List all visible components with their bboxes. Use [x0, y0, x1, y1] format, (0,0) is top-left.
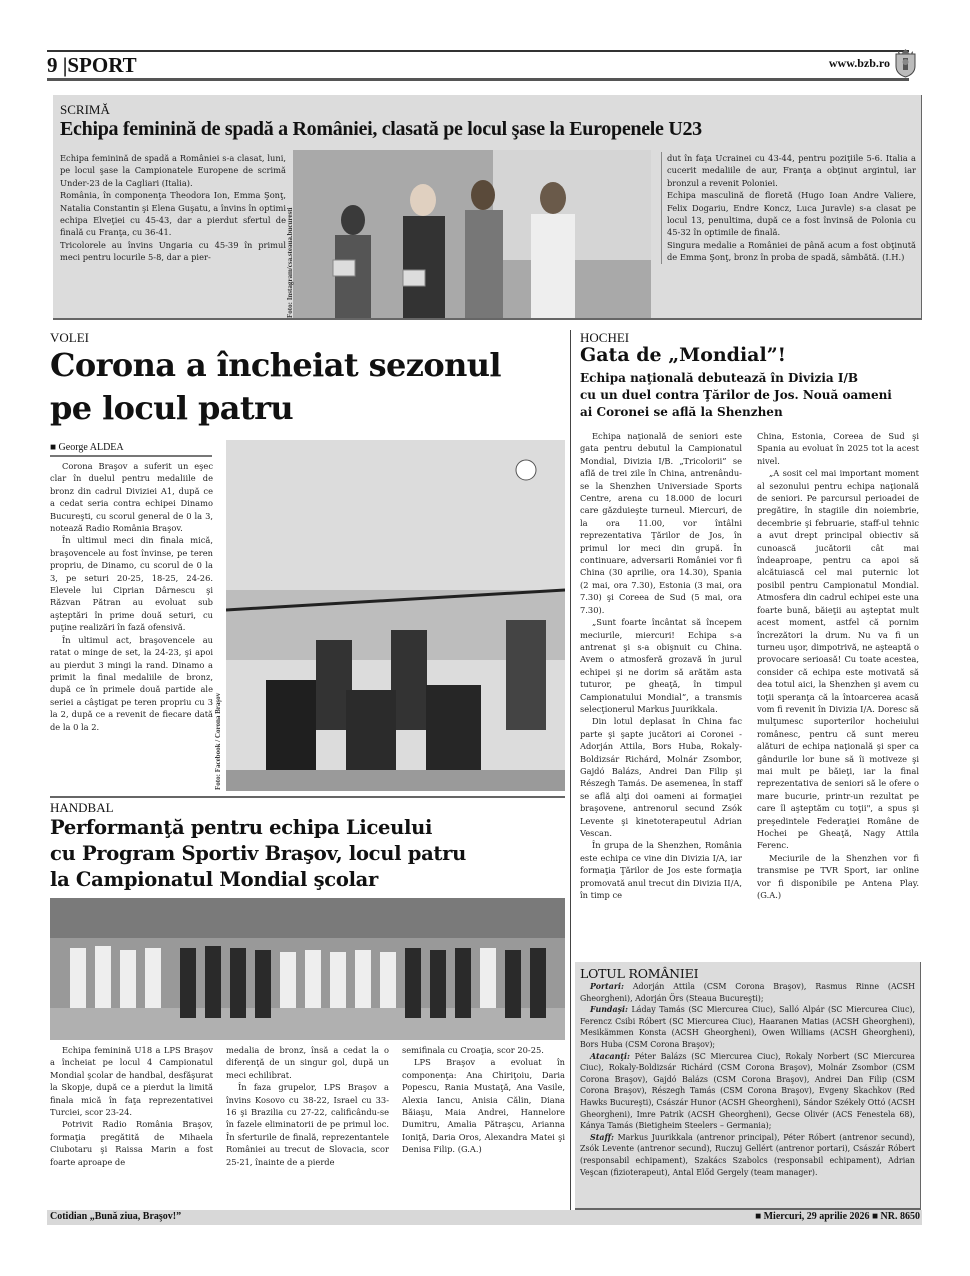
article-column [50, 460, 213, 733]
article-column [402, 1044, 565, 1156]
paragraph: România, în componenţa Theodora Ion, Emma Şonţ, Natalia Constantin şi Elena Guşatu, a învins în optimi echipa Elveţiei cu 45-43, dar a pierdut sfertul de finală cu Franţa, cu 36-41. [60, 190, 286, 238]
roster-group-label: Fundaşi: [590, 1005, 628, 1015]
title-line: Performanţă pentru echipa Liceului [50, 816, 433, 839]
article-title [50, 344, 560, 430]
article-column [757, 430, 919, 901]
article-title: Gata de „Mondial”! [580, 344, 786, 366]
paragraph: medalia de bronz, însă a cedat la o diferenţă de un singur gol, după un meci echilibrat. [226, 1045, 389, 1080]
photo-illustration [293, 150, 651, 318]
article-title [50, 815, 565, 893]
paragraph: În ultimul meci din finala mică, braşovencele au fost învinse, pe teren propriu, de Dinamo, cu scorul de 0 la 3, pe seturi 20-25, 18-25, 24-26. Elevele lui Ciprian Dârnescu şi Răzvan Pătran au evoluat sub aşteptări în prime două seturi, cu puţine realizări în fază ofensivă. [50, 535, 213, 633]
team-roster-box [575, 962, 921, 1210]
roster-group [580, 1004, 915, 1050]
article-column [50, 1044, 213, 1168]
article-column [580, 430, 742, 901]
title-line: cu Program Sportiv Braşov, locul patru [50, 842, 466, 865]
roster-group-label: Portari: [590, 982, 624, 991]
photo-credit: Foto: Facebook / Corona Braşov [214, 692, 222, 790]
photo-credit: Foto: Instagram/csa.steaua.bucuresti [286, 207, 294, 318]
paragraph: În ultimul act, braşovencele au ratat o minge de set, la 24-23, şi apoi au pierdut 3 mingi la rand. Dinamo a primit la final medaliile de bronz, după ce în primele două partide ale seriei a câştigat pe teren propriu cu 3 la 2, după ce a revenit de fiecare dată de la 0 la 2. [50, 634, 213, 732]
subtitle-line: ai Coronei se află la Shenzhen [580, 405, 783, 419]
paragraph: În grupa de la Shenzhen, România este echipa ce vine din Divizia I/A, iar formaţia Ţărilor de Jos este formaţia promovată anul trecut din Divizia II/A, în timp ce [580, 840, 742, 901]
paragraph: Echipa feminină U18 a LPS Braşov a încheiat pe locul 4 Campionatul Mondial şcolar de handbal, desfăşurat la Skopje, după ce a pierdut la limită finala mică în faţa reprezentativei Turciei, scor 23-24. [50, 1045, 213, 1118]
paragraph: „Sunt foarte încântat să începem meciurile, miercuri! Echipa s-a antrenat şi s-a obişnuit cu China. Avem o atmosferă grozavă în jurul echipei şi ne dorim să arătăm asta tuturor, pe gheaţă, în timpul Campionatului Mondial”, a transmis selecţionerul Markus Juurikkala. [580, 617, 742, 714]
paragraph: LPS Braşov a evoluat în componenţa: Ana Chiriţoiu, Daria Popescu, Rania Mustaţă, Ana Vasile, Alexia Iancu, Anisia Călin, Diana Băiaşu, Maia Andrei, Hannelore Dumitru, Amalia Pătraşcu, Arianna Ioniţă, Daria Oros, Alexandra Matei şi Denisa Filip. (G.A.) [402, 1057, 565, 1155]
roster-title: LOTUL ROMÂNIEI [580, 966, 699, 981]
publication-name: Cotidian „Bună ziua, Braşov!” [50, 1211, 182, 1222]
article-title: Echipa feminină de spadă a României, clasată pe locul şase la Europenele U23 [60, 118, 702, 140]
paragraph: Potrivit Radio România Braşov, formaţia pregătită de Mihaela Ciubotaru şi Raissa Marin a fost foarte aproape de [50, 1119, 213, 1167]
roster-group-text: Láday Tamás (SC Miercurea Ciuc), Salló Alpár (SC Miercurea Ciuc), Ferencz Csibi Róbert (SC Miercurea Ciuc), Haaranen Matias (ACSH Gheorgheni), Mesikämmen Konsta (ACSH Gheorgheni), Owen Williams (ACSH Gheorgheni), Bors Huba (CSM Corona Braşov); [580, 1005, 915, 1049]
issue-date-number: ■ Miercuri, 29 aprilie 2026 ■ NR. 8650 [755, 1211, 920, 1222]
paragraph: „A sosit cel mai important moment al sezonului pentru echipa naţională de seniori. Pe parcursul perioadei de pregătire, în stagiile din noiembrie, decembrie şi februarie, staff-ul tehnic a avut drept principal obiectiv să cunoască jucătorii cât mai îndeaproape, pentru ca apoi să alcătuiască cel mai puternic lot posibil pentru Campionatul Mondial. Atmosfera din cadrul echipei este una foarte bună, băieţii au aşteptat mult acest moment, astfel că pornim încrezători la drum. Nu va fi un turneu uşor, dimpotrivă, ne aşteaptă o provocare serioasă! Cu toate acestea, consider că echipa este motivată să dea totul aici, la Shenzhen şi avem cu toţii speranţa că la întoarcerea acasă vom fi revenit în Divizia I/A. Doresc să mulţumesc suporterilor hocheiului românesc, pentru că sunt mereu alături de echipa naţională şi sper ca gândurile lor bune să îi motiveze şi mai mult pe băieţi, iar la final reprezentativa de seniori să le ofere o mare bucurie, printr-un rezultat pe care îl aşteptăm cu toţii", a spus şi preşedintele Federaţiei Române de Hochei pe Gheaţă, Nagy Attila Ferenc. [757, 468, 919, 851]
paragraph: Din lotul deplasat în China fac parte şi şapte jucători ai Coronei - Adorján Attila, Bors Huba, Rokaly-Boldizsár Richárd, Molnár Zsombor, Gajdó Balázs, Andrei Dan Filip şi Részegh Tamás. De asemenea, în staff se află alţi doi oameni ai formaţiei braşovene, antrenorul secund Zsók Levente şi kinetoterapeutul Adrian Vescan. [580, 716, 742, 838]
fencing-team-photo [293, 150, 651, 318]
roster-group-text: Péter Balázs (SC Miercurea Ciuc), Rokaly Norbert (SC Miercurea Ciuc), Rokaly-Boldizsár Richárd (CSM Corona Braşov), Molnár Zsombor (CSM Corona Braşov), Gajdó Balázs (CSM Corona Braşov), Andrei Dan Filip (CSM Corona Braşov), Részegh Tamás (CSM Corona Braşov), Evgeny Skachkov (Red Hawks Bucureşti), Császár Hunor (ACSH Gheorgheni), Sándor Székely Ottó (ACSH Gheorgheni), Imre Patrik (ACSH Gheorgheni), Gecse Olivér (ACS Fenestela 68), Kánya Tamás (Bietigheim Steelers – Germania); [580, 1051, 915, 1131]
roster-group-label: Staff: [590, 1132, 614, 1142]
article-column [60, 152, 286, 264]
section-kicker: HOCHEI [580, 330, 630, 345]
author-byline [50, 442, 212, 457]
roster-group-label: Atacanţi: [590, 1051, 630, 1061]
title-line: Corona a încheiat sezonul [50, 346, 501, 384]
article-subtitle [580, 370, 920, 421]
section-kicker: HANDBAL [50, 800, 114, 815]
paragraph: Tricolorele au învins Ungaria cu 45-39 în primul meci pentru locurile 5-8, dar a pier- [60, 239, 286, 263]
city-crest-icon [893, 48, 918, 78]
header-rule [47, 78, 909, 81]
title-line: pe locul patru [50, 389, 294, 427]
paragraph: Echipa naţională de seniori este gata pentru debutul la Campionatul Mondial, Divizia I/B. „Tricolorii” se află de trei zile în China, antrenându-se la Shenzhen Universiade Sports Centre, arena cu 18.000 de locuri care găzduieşte turneul. Miercuri, de la ora 11.00, vor întâlni reprezentativa Ţărilor de Jos, în primul lor meci din grupă. În continuare, adversarii României vor fi China (30 aprilie, ora 14.30), Spania (2 mai, ora 7.30), Estonia (3 mai, ora 7.30) şi Coreea de Sud (5 mai, ora 7.30). [580, 431, 742, 615]
section-divider [50, 796, 565, 798]
section-kicker: VOLEI [50, 330, 89, 345]
handball-team-photo [50, 898, 565, 1040]
column-rule [570, 330, 571, 1215]
roster-group [580, 981, 915, 1004]
photo-illustration [226, 440, 565, 791]
photo-illustration [50, 898, 565, 1040]
paragraph: Corona Braşov a suferit un eşec clar în duelul pentru medaliile de bronz din cadrul Diviziei A1, după ce a cedat seria contra echipei Dinamo Bucureşti, cu scorul general de 0 la 3, notează Radio România Braşov. [50, 461, 213, 534]
paragraph: Echipa masculină de floretă (Hugo Ioan Andre Valiere, Felix Dogariu, Endre Koncz, Luca Juravle) s-a clasat pe locul 13, penultima, după ce a fost învinsă de Polonia cu 45-32 în optimile de finală. [667, 190, 916, 238]
subtitle-line: cu un duel contra Ţărilor de Jos. Nouă oameni [580, 388, 892, 402]
subtitle-line: Echipa naţională debutează în Divizia I/B [580, 371, 858, 385]
volleyball-match-photo [226, 440, 565, 791]
section-kicker: SCRIMĂ [60, 102, 110, 117]
roster-group-text: Markus Juurikkala (antrenor principal), Péter Róbert (antrenor secund), Zsók Levente (antrenor secund), Ruczuj Gellért (antrenor portari), Császár Róbert (responsabil echipament), Szakács Szabolcs (responsabil echipament), Adrian Veşcan (fizioterapeut), Antal Előd Gergely (team manager). [580, 1132, 915, 1177]
bullet-icon: ■ [50, 442, 59, 453]
paragraph: În faza grupelor, LPS Braşov a învins Kosovo cu 38-22, Israel cu 33-16 şi Brazilia cu 27-22, calificându-se în fazele eliminatorii de pe primul loc. În sferturile de finală, reprezentantele României au trecut de Slovacia, scor 25-21, înainte de a pierde [226, 1082, 389, 1167]
paragraph: dut în faţa Ucrainei cu 43-44, pentru poziţiile 5-6. Italia a cucerit medaliile de aur, Franţa a obţinut argintul, iar bronzul a revenit Poloniei. [667, 153, 916, 188]
roster-group-text: Adorján Attila (CSM Corona Braşov), Rasmus Rinne (ACSH Gheorgheni), Adorján Örs (Steaua Bucureşti); [580, 982, 915, 1003]
top-rule [47, 50, 909, 52]
website-link[interactable]: www.bzb.ro [828, 56, 890, 70]
title-line: la Campionatul Mondial şcolar [50, 868, 378, 891]
paragraph: semifinala cu Croaţia, scor 20-25. [402, 1045, 544, 1055]
roster-list [580, 981, 915, 1178]
page-section-label: 9 |SPORT [47, 53, 137, 77]
paragraph: China, Estonia, Coreea de Sud şi Spania au evoluat în 2025 tot la acest nivel. [757, 431, 919, 466]
paragraph: Singura medalie a României de până acum a fost obţinută de Emma Şonţ, bronz în proba de spadă, sâmbătă. (I.H.) [667, 239, 916, 263]
article-column [661, 152, 916, 264]
article-column [226, 1044, 389, 1168]
roster-group [580, 1051, 915, 1132]
paragraph: Meciurile de la Shenzhen vor fi transmise pe TVR Sport, iar online vor fi disponibile pe Antena Play. (G.A.) [757, 852, 919, 901]
author-name: George ALDEA [58, 442, 124, 453]
paragraph: Echipa feminină de spadă a României s-a clasat, luni, pe locul şase la Campionatele Europene de scrimă Under-23 de la Cagliari (Italia). [60, 153, 286, 188]
roster-group [580, 1132, 915, 1178]
